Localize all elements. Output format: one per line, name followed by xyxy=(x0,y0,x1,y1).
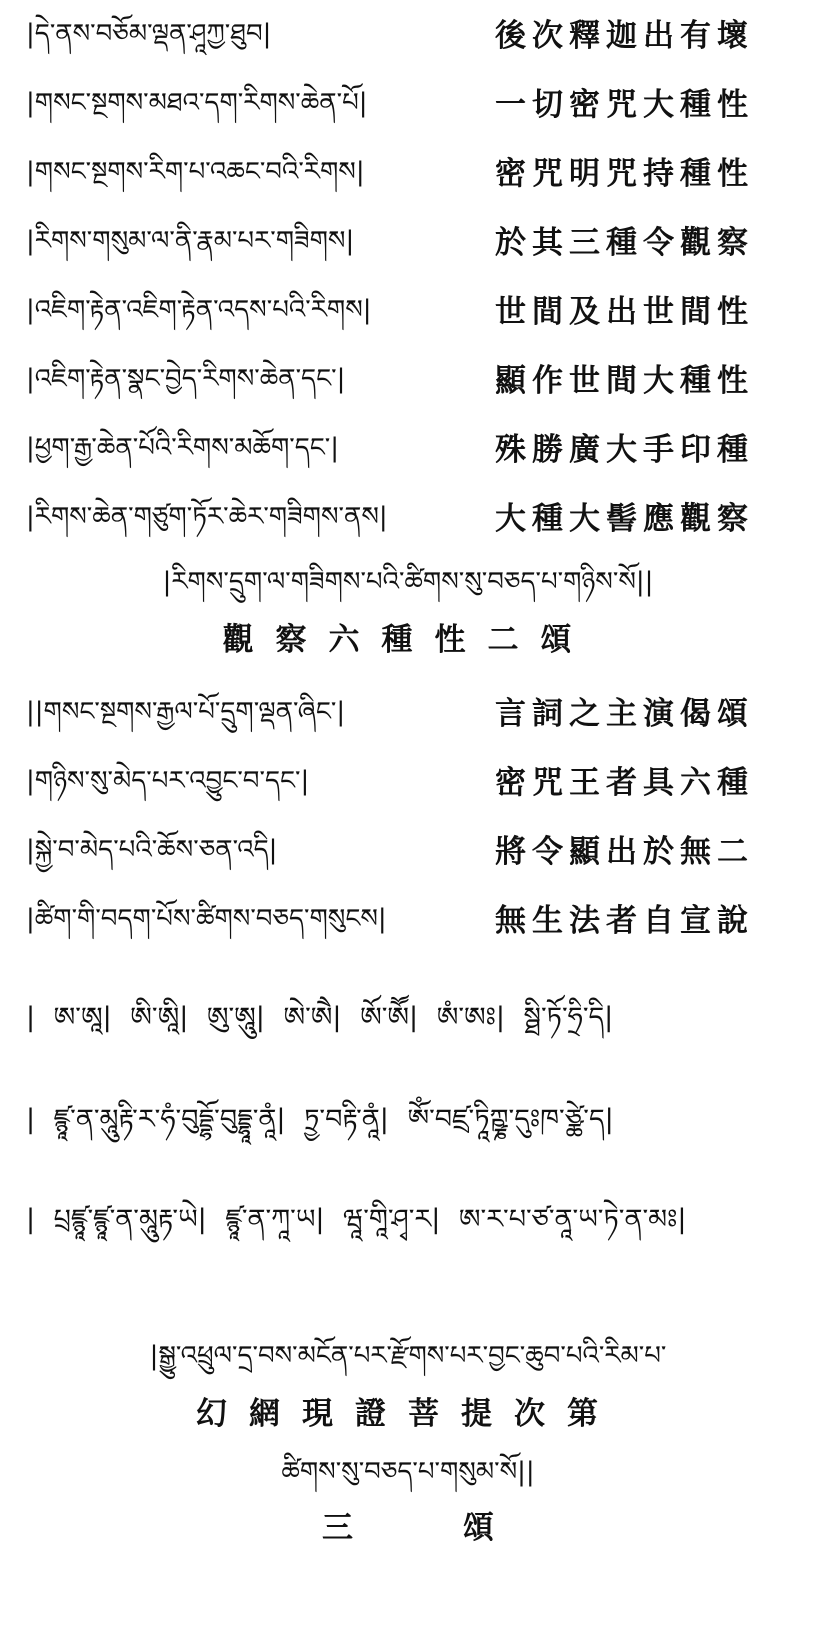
tibetan-verse: |གཉིས་སུ་མེད་པར་འབྱུང་བ་དང་| xyxy=(26,766,310,796)
tibetan-verse: |གསང་སྔགས་རིག་པ་འཆང་བའི་རིགས| xyxy=(26,157,365,187)
section-heading-chinese: 觀察六種性二頌 xyxy=(222,622,594,658)
verse-row xyxy=(0,10,816,60)
verse-row xyxy=(0,688,816,738)
verse-row xyxy=(0,355,816,405)
verse-row xyxy=(0,826,816,876)
tibetan-verse: |འཇིག་རྟེན་སྣང་བྱེད་རིགས་ཆེན་དང་| xyxy=(26,364,346,394)
chinese-verse: 於其三種令觀察 xyxy=(495,225,754,261)
chinese-verse: 顯作世間大種性 xyxy=(495,363,754,399)
tibetan-verse: |དེ་ནས་བཅོམ་ལྡན་ཤཱཀྱ་ཐུབ| xyxy=(26,19,272,49)
chinese-verse: 密咒王者具六種 xyxy=(495,765,754,801)
verse-row xyxy=(0,424,816,474)
chinese-verse: 世間及出世間性 xyxy=(495,294,754,330)
chinese-verse: 一切密咒大種性 xyxy=(495,87,754,123)
section-heading-tibetan: |རིགས་དྲུག་ལ་གཟིགས་པའི་ཚིགས་སུ་བཅད་པ་གཉིས་སོ|| xyxy=(162,567,654,597)
closing-count-chinese: 三頌 xyxy=(322,1510,604,1546)
tibetan-verse: |རིགས་ཆེན་གཙུག་ཏོར་ཆེར་གཟིགས་ནས| xyxy=(26,502,388,532)
chinese-verse: 將令顯出於無二 xyxy=(495,834,754,870)
tibetan-verse: |གསང་སྔགས་མཐའ་དག་རིགས་ཆེན་པོ| xyxy=(26,88,368,118)
tibetan-verse: |འཇིག་རྟེན་འཇིག་རྟེན་འདས་པའི་རིགས| xyxy=(26,295,372,325)
chinese-verse: 言詞之主演偈頌 xyxy=(495,696,754,732)
verse-row xyxy=(0,757,816,807)
verse-row xyxy=(0,493,816,543)
tibetan-verse: |སྐྱེ་བ་མེད་པའི་ཆོས་ཅན་འདི| xyxy=(26,835,278,865)
verse-row xyxy=(0,286,816,336)
verse-row xyxy=(0,895,816,945)
chinese-verse: 密咒明咒持種性 xyxy=(495,156,754,192)
closing-tibetan-count: ཚིགས་སུ་བཅད་པ་གསུམ་སོ|| xyxy=(281,1457,535,1487)
verse-row xyxy=(0,79,816,129)
chinese-verse: 後次釋迦出有壞 xyxy=(495,18,754,54)
tibetan-verse: |ཚིག་གི་བདག་པོས་ཚིགས་བཅད་གསུངས| xyxy=(26,904,387,934)
mantra-line: | ཨ་ཨཱ| ཨི་ཨཱི| ཨུ་ཨཱུ| ཨེ་ཨཻ| ཨོ་ཨཽ| ཨཾ་ཨཿ| སྠི་ཏོ་ཧྲི་དི| xyxy=(26,1002,614,1033)
closing-title-chinese: 幻網現證菩提次第 xyxy=(196,1396,620,1432)
closing-tibetan: |སྒྱུ་འཕྲུལ་དྲ་བས་མངོན་པར་རྫོགས་པར་བྱང་ཆུབ་པའི་རིམ་པ་ xyxy=(149,1341,667,1371)
chinese-verse: 殊勝廣大手印種 xyxy=(495,432,754,468)
mantra-line: | པྲཛྙཱ་ཛྙཱ་ན་མཱུརྟ་ཡེ| ཛྙཱ་ན་ཀཱ་ཡ| ཝཱ་གཱི་ཤྭ་ར| ཨ་ར་པ་ཙ་ནཱ་ཡ་ཏེ་ན་མཿ| xyxy=(26,1204,687,1235)
chinese-verse: 大種大髻應觀察 xyxy=(495,501,754,537)
mantra-line: | ཛྙཱ་ན་མཱུརྟི་ར་ཧཾ་བུདྡྷོ་བུདྡྷཱ་ནཱཾ| ཏྲྱ་བརྟི་ནཱཾ| ཨོཾ་བཛྲ་ཏཱིཀྵྞ་དུཿཁ་ཙྪེ་ད| xyxy=(26,1104,614,1135)
verse-row xyxy=(0,148,816,198)
chinese-verse: 無生法者自宣說 xyxy=(495,903,754,939)
tibetan-verse: |ཕྱག་རྒྱ་ཆེན་པོའི་རིགས་མཆོག་དང་| xyxy=(26,433,340,463)
tibetan-verse: |རིགས་གསུམ་ལ་ནི་རྣམ་པར་གཟིགས| xyxy=(26,226,355,256)
verse-row xyxy=(0,217,816,267)
tibetan-verse: ||གསང་སྔགས་རྒྱལ་པོ་དྲུག་ལྡན་ཞིང་| xyxy=(26,697,346,727)
